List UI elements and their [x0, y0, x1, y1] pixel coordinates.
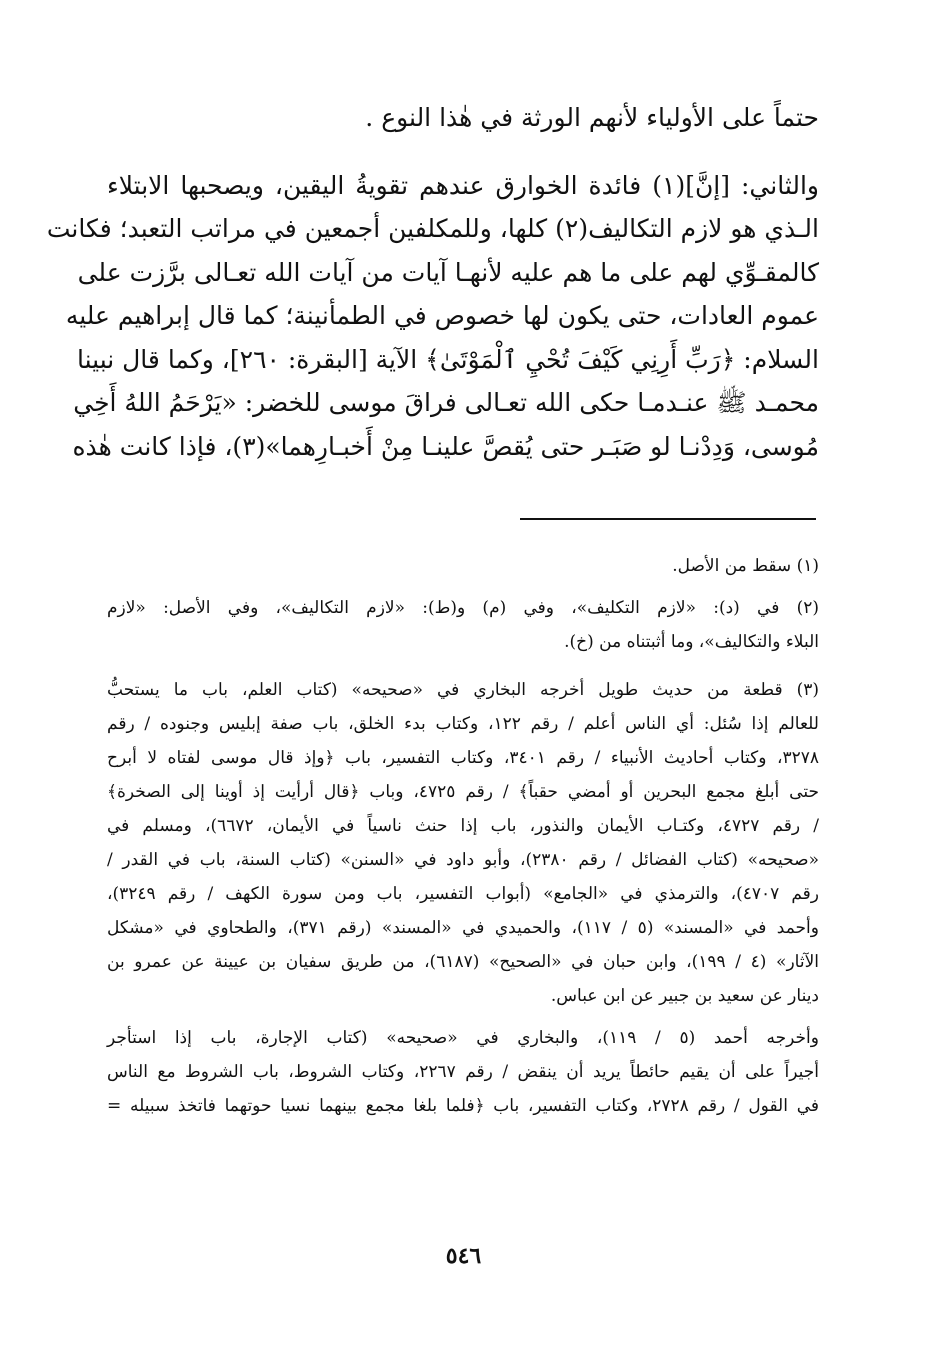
footnote-line: دينار عن سعيد بن جبير عن ابن عباس. [550, 986, 819, 1006]
footnote-line: (٢) في (د): «لازم التكليف»، وفي (م) و(ط): «لازم التكاليف»، وفي الأصل: «لازم [107, 598, 819, 618]
footnote-line: «صحيحه» (كتاب الفضائل / رقم ٢٣٨٠)، وأبو داود في «السنن» (كتاب السنة، باب في القدر / [107, 850, 819, 870]
body-line: السلام: ﴿رَبِّ أَرِنِي كَيْفَ تُحْيِ ٱلْمَوْتَىٰ﴾ الآية [البقرة: ٢٦٠]، وكما قال نبينا [76, 345, 819, 374]
body-line: عموم العادات، حتى يكون لها خصوص في الطمأنينة؛ كما قال إبراهيم عليه [65, 301, 819, 330]
footnote-line: وأخرجه أحمد (٥ / ١١٩)، والبخاري في «صحيحه» (كتاب الإجارة، باب إذا استأجر [107, 1028, 819, 1048]
footnote-line: للعالم إذا سُئل: أي الناس أعلم / رقم ١٢٢، وكتاب بدء الخلق، باب صفة إبليس وجنوده / رقم [107, 714, 819, 734]
footnote-line: (١) سقط من الأصل. [672, 556, 819, 576]
body-line: والثاني: [إنَّ](١) فائدة الخوارق عندهم تقويةُ اليقين، ويصحبها الابتلاء [107, 171, 819, 200]
page-number: ٥٤٦ [445, 1243, 482, 1269]
footnote-line: البلاء والتكاليف»، وما أثبتناه من (خ). [564, 632, 819, 652]
footnote-line: الآثار» (٤ / ١٩٩)، وابن حبان في «الصحيح» (٦١٨٧)، من طريق سفيان بن عيينة عن عمرو بن [107, 952, 819, 972]
footnote-line: في القول / رقم ٢٧٢٨، وكتاب التفسير، باب ﴿فلما بلغا مجمع بينهما نسيا حوتهما فاتخذ سبيله = [107, 1096, 819, 1116]
footnote-line: أجيراً على أن يقيم حائطاً يريد أن ينقض / رقم ٢٢٦٧، وكتاب الشروط، باب الشروط مع الناس [107, 1062, 819, 1082]
body-line: الـذي هو لازم التكاليف(٢) كلها، وللمكلفين أجمعين في مراتب التعبد؛ فكانت [46, 214, 819, 243]
footnote-separator [520, 518, 816, 520]
footnote-line: حتى أبلغ مجمع البحرين أو أمضي حقباً﴾ / رقم ٤٧٢٥، وباب ﴿قال أرأيت إذ أوينا إلى الصخرة﴾ [107, 782, 819, 802]
footnote-line: / رقم ٤٧٢٧، وكتـاب الأيمان والنذور، باب إذا حنث ناسياً في الأيمان، ٦٦٧٢)، ومسلم في [107, 816, 819, 836]
body-line: كالمقـوِّي لهم على ما هم عليه لأنهـا آيات من آيات الله تعـالى برَّزت على [77, 258, 819, 287]
footnote-line: ٣٢٧٨، وكتاب أحاديث الأنبياء / رقم ٣٤٠١، وكتاب التفسير، باب ﴿وإذ قال موسى لفتاه لا أبرح [107, 748, 819, 768]
footnote-line: وأحمد في «المسند» (٥ / ١١٧)، والحميدي في «المسند» (رقم ٣٧١)، والطحاوي في «مشكل [107, 918, 819, 938]
body-line: حتماً على الأولياء لأنهم الورثة في هٰذا النوع . [365, 103, 819, 132]
footnote-line: (٣) قطعة من حديث طويل أخرجه البخاري في «صحيحه» (كتاب العلم، باب ما يستحبُّ [107, 680, 819, 700]
body-line: مُوسى، وَدِدْنـا لو صَبَـر حتى يُقصَّ علينـا مِنْ أَخبـارِهما»(٣)، فإذا كانت هٰذه [72, 432, 819, 461]
footnote-line: رقم ٤٧٠٧)، والترمذي في «الجامع» (أبواب التفسير، باب ومن سورة الكهف / رقم ٣٢٤٩)، [107, 884, 819, 904]
body-line: محمـد ﷺ عنـدمـا حكى الله تعـالى فراقَ موسى للخضر: «يَرْحَمُ اللهُ أَخِي [73, 388, 819, 417]
